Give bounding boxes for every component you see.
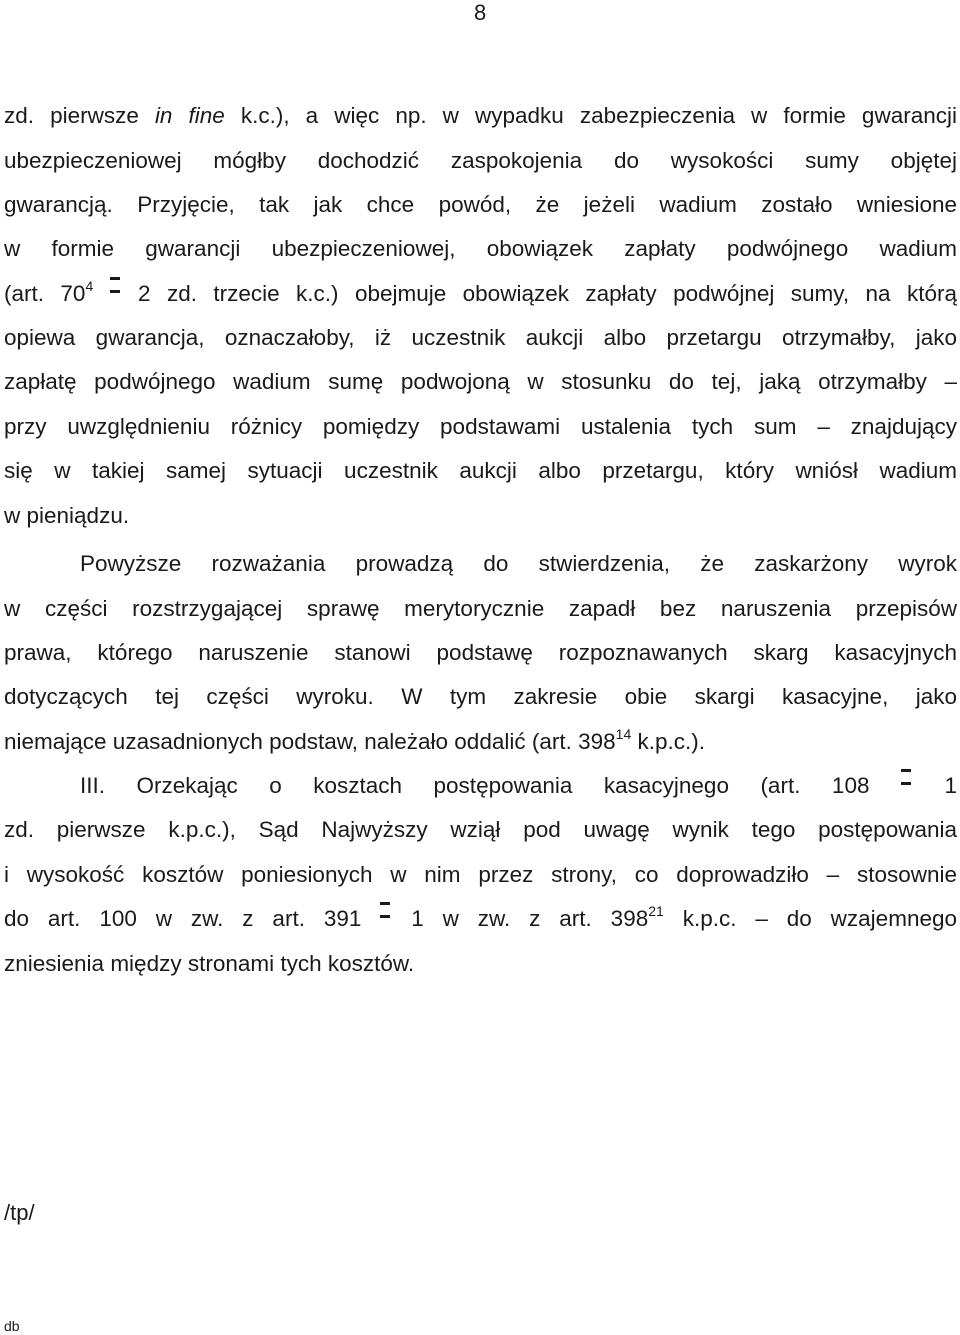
text-line: zd. pierwsze in fine k.c.), a więc np. w wypadku zabezpieczenia w formie gwarancji: [4, 103, 957, 128]
text-line: zapłatę podwójnego wadium sumę podwojoną w stosunku do tej, jaką otrzymałby –: [4, 369, 957, 394]
superscript: 21: [648, 903, 664, 919]
text-line: i wysokość kosztów poniesionych w nim przez strony, co doprowadziło – stosownie: [4, 862, 957, 887]
footer-initials-db: db: [4, 1318, 20, 1334]
text-line: w części rozstrzygającej sprawę merytorycznie zapadł bez naruszenia przepisów: [4, 596, 957, 621]
text-line: w formie gwarancji ubezpieczeniowej, obowiązek zapłaty podwójnego wadium: [4, 236, 957, 261]
paragraph-section-icon: [901, 769, 913, 785]
text-line: prawa, którego naruszenie stanowi podstawę rozpoznawanych skarg kasacyjnych: [4, 640, 957, 665]
superscript: 14: [615, 726, 632, 742]
text-line: niemające uzasadnionych podstaw, należało oddalić (art. $398^{14}$ k.p.c.).: [4, 726, 705, 754]
text-line: gwarancją. Przyjęcie, tak jak chce powód, że jeżeli wadium zostało wniesione: [4, 192, 957, 217]
text-line: się w takiej samej sytuacji uczestnik aukcji albo przetargu, który wniósł wadium: [4, 458, 957, 483]
text-line: zd. pierwsze k.p.c.), Sąd Najwyższy wziął pod uwagę wynik tego postępowania: [4, 817, 957, 842]
paragraph-section-icon: [110, 277, 122, 293]
latin-phrase: in fine: [154, 103, 225, 128]
text-line: dotyczących tej części wyroku. W tym zakresie obie skargi kasacyjne, jako: [4, 684, 957, 709]
text-line: w pieniądzu.: [4, 503, 130, 528]
text-line: III. Orzekając o kosztach postępowania kasacyjnego (art. 108 1: [80, 764, 957, 808]
text-line: zniesienia między stronami tych kosztów.: [4, 951, 415, 976]
text-line: Powyższe rozważania prowadzą do stwierdzenia, że zaskarżony wyrok: [80, 551, 957, 576]
text-line: przy uwzględnieniu różnicy pomiędzy podstawami ustalenia tych sum – znajdujący: [4, 414, 957, 439]
text-line: do art. 100 w zw. z art. 391 1 w zw. z art. $398^{21}$ k.p.c. – do wzajemnego: [4, 903, 957, 931]
paragraph-section-icon: [380, 902, 392, 918]
text-line: opiewa gwarancja, oznaczałoby, iż uczestnik aukcji albo przetargu otrzymałby, jako: [4, 325, 957, 350]
text-line: ubezpieczeniowej mógłby dochodzić zaspokojenia do wysokości sumy objętej: [4, 148, 957, 173]
page-number: 8: [474, 0, 487, 25]
text-line: (art. $70^4$ 2 zd. trzecie k.c.) obejmuje obowiązek zapłaty podwójnej sumy, na którą: [4, 278, 957, 306]
footer-initials-tp: /tp/: [4, 1200, 35, 1225]
superscript: 4: [85, 278, 94, 294]
